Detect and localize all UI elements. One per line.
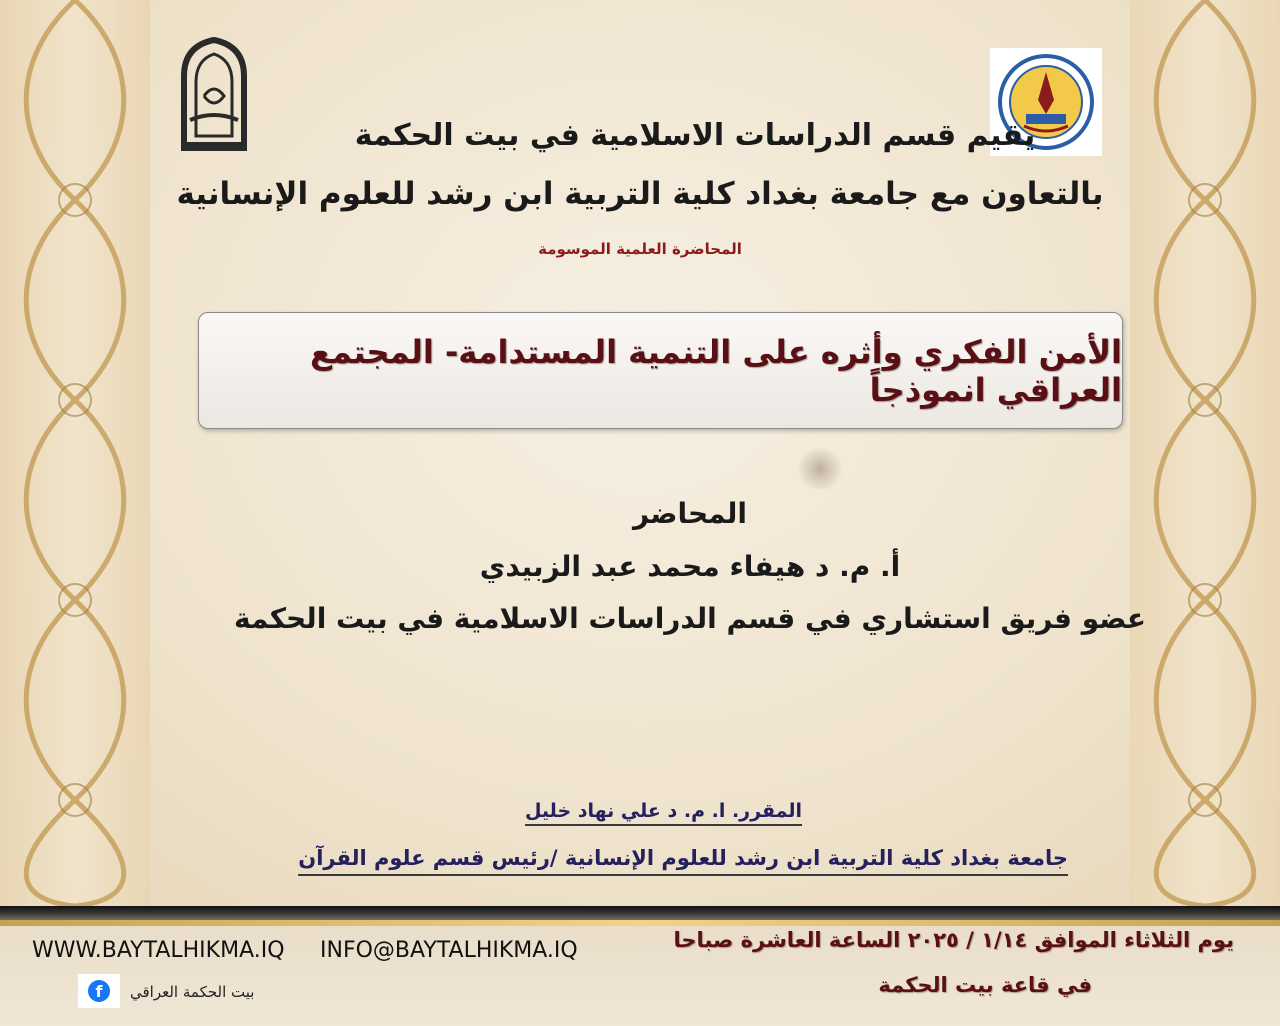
facebook-icon: f: [88, 980, 110, 1002]
facebook-page-name[interactable]: بيت الحكمة العراقي: [130, 983, 255, 1001]
facebook-badge[interactable]: [78, 974, 120, 1008]
lecture-label: المحاضرة العلمية الموسومة: [538, 240, 742, 258]
event-date: يوم الثلاثاء الموافق ١/١٤ / ٢٠٢٥ الساعة العاشرة صباحا: [673, 928, 1234, 952]
moderator-name: المقرر. ا. م. د علي نهاد خليل: [525, 800, 802, 826]
partner-line: بالتعاون مع جامعة بغداد كلية التربية ابن رشد للعلوم الإنسانية: [176, 176, 1104, 212]
moderator-affiliation: جامعة بغداد كلية التربية ابن رشد للعلوم الإنسانية /رئيس قسم علوم القرآن: [298, 846, 1068, 876]
lecturer-label: المحاضر: [632, 497, 748, 530]
footer-gold-stripe: [0, 920, 1280, 926]
organizer-line: يقيم قسم الدراسات الاسلامية في بيت الحكمة: [354, 118, 1036, 153]
paper-stain: [795, 448, 845, 490]
lecturer-name: أ. م. د هيفاء محمد عبد الزبيدي: [479, 550, 901, 583]
website-link[interactable]: WWW.BAYTALHIKMA.IQ: [32, 938, 285, 963]
event-venue: في قاعة بيت الحكمة: [878, 973, 1092, 997]
email-link[interactable]: INFO@BAYTALHIKMA.IQ: [320, 938, 578, 963]
lecturer-role: عضو فريق استشاري في قسم الدراسات الاسلامية في بيت الحكمة: [233, 602, 1147, 635]
lecture-title: الأمن الفكري وأثره على التنمية المستدامة- المجتمع العراقي انموذجاً: [310, 332, 1122, 409]
footer-divider: [0, 906, 1280, 920]
lecture-title-box: [198, 312, 1123, 429]
